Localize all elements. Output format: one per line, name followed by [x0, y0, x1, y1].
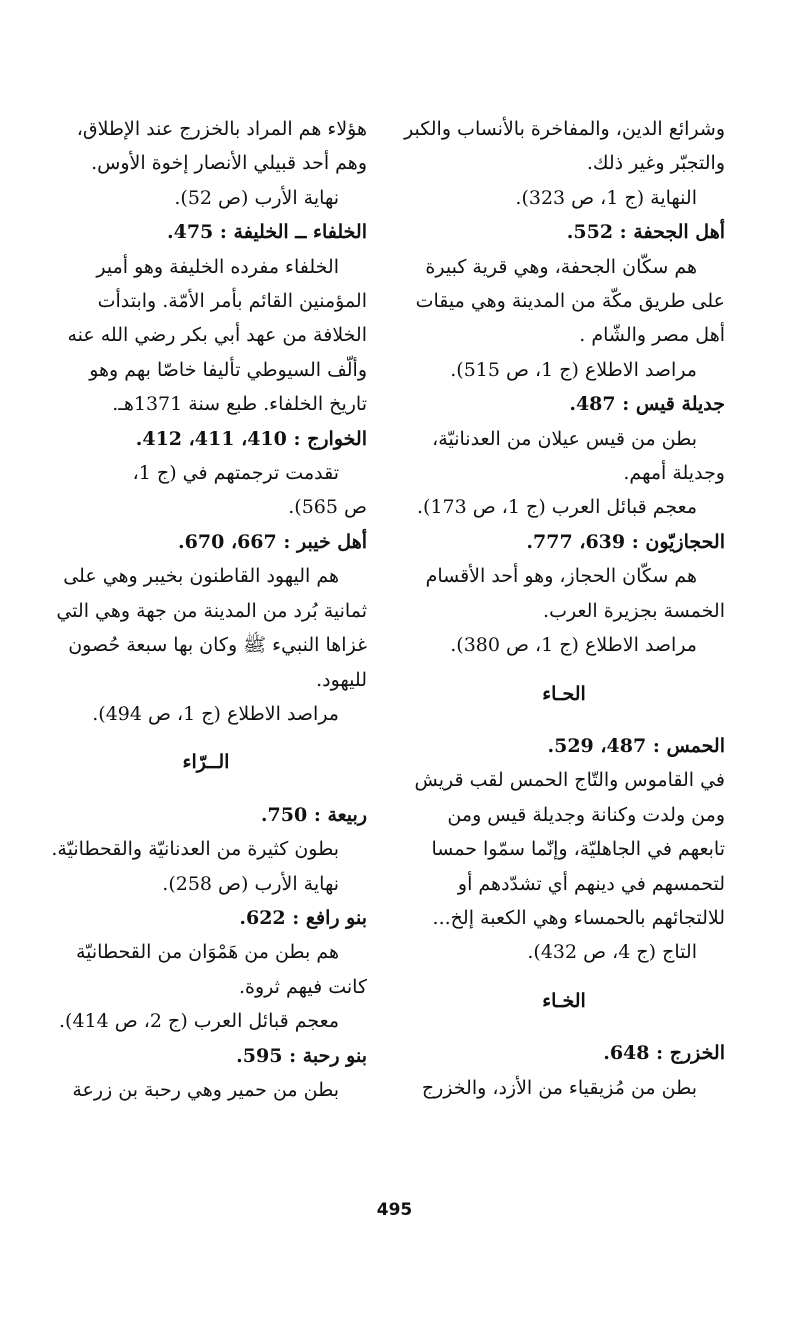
- paragraph-start: هم اليهود القاطنون بخيبر وهي على: [63, 565, 339, 588]
- reference-line: التاج (ج 4، ص 432).: [527, 941, 697, 964]
- reference-line: معجم قبائل العرب (ج 2، ص 414).: [59, 1010, 339, 1033]
- entry-heading: الحمس : 487، 529.: [547, 734, 725, 757]
- text-line: لليهود.: [316, 668, 367, 691]
- text-line: ص 565).: [288, 496, 367, 519]
- paragraph-start: بطن من قيس عيلان من العدنانيّة،: [432, 427, 697, 450]
- paragraph-start: تقدمت ترجمتهم في (ج 1،: [132, 462, 339, 485]
- entry-heading: الحجازيّون : 639، 777.: [526, 530, 725, 553]
- paragraph-start: بطن من مُزيقياء من الأزد، والخزرج: [421, 1076, 697, 1099]
- page-number: 495: [376, 1200, 413, 1220]
- section-title: الخـاء: [542, 989, 586, 1012]
- section-title: الــرّاء: [182, 751, 230, 774]
- text-line: في القاموس والتّاج الحمس لقب قريش: [414, 769, 725, 792]
- reference-line: النهاية (ج 1، ص 323).: [515, 186, 697, 209]
- paragraph-start: الخلفاء مفرده الخليفة وهو أمير: [96, 255, 339, 278]
- paragraph-start: هم بطن من هَمْوَان من القحطانيّة: [75, 941, 339, 964]
- text-line: الخلافة من عهد أبي بكر رضي الله عنه: [67, 324, 367, 347]
- paragraph-start: هم سكّان الحجاز، وهو أحد الأقسام: [425, 565, 697, 588]
- entry-heading: أهل خيبر : 667، 670.: [178, 530, 367, 553]
- entry-heading: بنو رحبة : 595.: [236, 1044, 367, 1067]
- text-line: لتحمسهم في دينهم أي تشدّدهم أو: [457, 872, 725, 895]
- reference-line: نهاية الأرب (ص 258).: [162, 872, 339, 895]
- text-line: الخمسة بجزيرة العرب.: [543, 599, 725, 622]
- left-column: [45, 112, 367, 1107]
- text-line: تاريخ الخلفاء. طبع سنة 1371هـ.: [112, 393, 367, 416]
- section-title: الحـاء: [542, 682, 586, 705]
- text-line: وهم أحد قبيلي الأنصار إخوة الأوس.: [91, 152, 367, 175]
- text-line: للالتجائهم بالحمساء وهي الكعبة إلخ...: [432, 906, 725, 929]
- reference-line: مراصد الاطلاع (ج 1، ص 380).: [450, 634, 697, 657]
- text-line: غزاها النبيء ﷺ وكان بها سبعة حُصون: [68, 634, 367, 657]
- reference-line: مراصد الاطلاع (ج 1، ص 515).: [450, 358, 697, 381]
- text-line: وجديلة أمهم.: [623, 462, 725, 485]
- text-line: على طريق مكّة من المدينة وهي ميقات: [415, 290, 725, 313]
- reference-line: معجم قبائل العرب (ج 1، ص 173).: [417, 496, 697, 519]
- entry-heading: جديلة قيس : 487.: [569, 393, 725, 416]
- text-line: ومن ولدت وكنانة وجديلة قيس ومن: [447, 803, 725, 826]
- text-line: المؤمنين القائم بأمر الأمّة. وابتدأت: [97, 290, 367, 313]
- text-line: هؤلاء هم المراد بالخزرج عند الإطلاق،: [76, 118, 367, 140]
- text-line: ثمانية بُرد من المدينة من جهة وهي التي: [56, 599, 367, 622]
- entry-heading: ربيعة : 750.: [260, 803, 367, 826]
- text-line: تابعهم في الجاهليّة، وإنّما سمّوا حمسا: [431, 838, 725, 861]
- right-column: [403, 112, 725, 1105]
- paragraph-start: هم سكّان الجحفة، وهي قرية كبيرة: [425, 255, 697, 278]
- entry-heading: الخوارج : 410، 411، 412.: [135, 427, 367, 450]
- entry-heading: بنو رافع : 622.: [239, 906, 367, 929]
- paragraph-start: بطون كثيرة من العدنانيّة والقحطانيّة.: [51, 838, 339, 861]
- paragraph-start: بطن من حمير وهي رحبة بن زرعة: [72, 1078, 339, 1101]
- text-line: أهل مصر والشّام .: [579, 324, 725, 347]
- text-line: وشرائع الدين، والمفاخرة بالأنساب والكبر: [404, 118, 725, 140]
- reference-line: نهاية الأرب (ص 52).: [174, 186, 339, 209]
- text-line: والتجبّر وغير ذلك.: [586, 152, 725, 175]
- entry-heading: الخلفاء ــ الخليفة : 475.: [166, 221, 367, 244]
- reference-line: مراصد الاطلاع (ج 1، ص 494).: [92, 702, 339, 725]
- entry-heading: أهل الجحفة : 552.: [566, 221, 725, 244]
- entry-heading: الخزرج : 648.: [603, 1042, 725, 1065]
- text-line: كانت فيهم ثروة.: [238, 975, 367, 998]
- text-line: وألّف السيوطي تأليفا خاصّا بهم وهو: [89, 358, 367, 381]
